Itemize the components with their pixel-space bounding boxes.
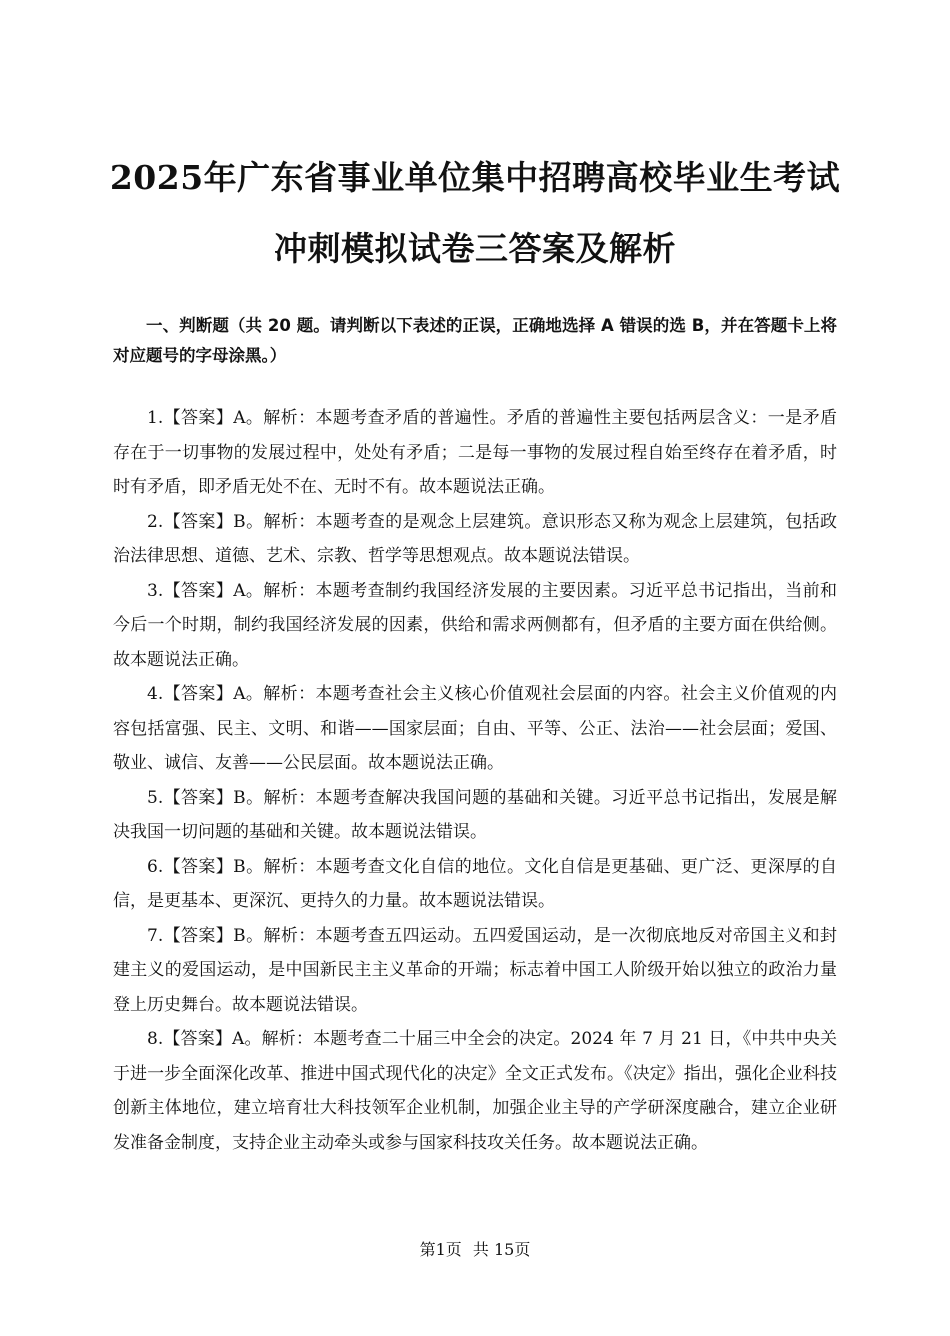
document-title-line-1: 2025年广东省事业单位集中招聘高校毕业生考试 <box>109 158 841 197</box>
answer-item-4: 4.【答案】A。解析：本题考查社会主义核心价值观社会层面的内容。社会主义价值观的内容包括富强、民主、文明、和谐——国家层面；自由、平等、公正、法治——社会层面；爱国、敬业、诚信、友善——公民层面。故本题说法正确。 <box>113 684 837 773</box>
answer-item-5: 5.【答案】B。解析：本题考查解决我国问题的基础和关键。习近平总书记指出，发展是解决我国一切问题的基础和关键。故本题说法错误。 <box>113 787 837 842</box>
page-footer <box>0 1238 950 1262</box>
answer-item-8: 8.【答案】A。解析：本题考查二十届三中全会的决定。2024 年 7 月 21 日，《中共中央关于进一步全面深化改革、推进中国式现代化的决定》全文正式发布。《决定》指出，强化企业科技创新主体地位，建立培育壮大科技领军企业机制，加强企业主导的产学研深度融合，建立企业研发准备金制度，支持企业主动牵头或参与国家科技攻关任务。故本题说法正确。 <box>113 1029 837 1153</box>
answer-item-3: 3.【答案】A。解析：本题考查制约我国经济发展的主要因素。习近平总书记指出，当前和今后一个时期，制约我国经济发展的因素，供给和需求两侧都有，但矛盾的主要方面在供给侧。故本题说法正确。 <box>113 580 837 670</box>
answer-item-2: 2.【答案】B。解析：本题考查的是观念上层建筑。意识形态又称为观念上层建筑，包括政治法律思想、道德、艺术、宗教、哲学等思想观点。故本题说法错误。 <box>113 511 837 566</box>
page-number: 第1页 <box>419 1240 462 1259</box>
answer-item-7: 7.【答案】B。解析：本题考查五四运动。五四爱国运动，是一次彻底地反对帝国主义和封建主义的爱国运动，是中国新民主主义革命的开端；标志着中国工人阶级开始以独立的政治力量登上历史舞台。故本题说法错误。 <box>113 925 837 1015</box>
section-header: 一、判断题（共 20 题。请判断以下表述的正误，正确地选择 A 错误的选 B，并在答题卡上将对应题号的字母涂黑。） <box>113 316 837 365</box>
answer-list <box>113 401 837 1160</box>
answer-item-6: 6.【答案】B。解析：本题考查文化自信的地位。文化自信是更基础、更广泛、更深厚的自信，是更基本、更深沉、更持久的力量。故本题说法错误。 <box>113 856 837 911</box>
answer-item-1: 1.【答案】A。解析：本题考查矛盾的普遍性。矛盾的普遍性主要包括两层含义：一是矛盾存在于一切事物的发展过程中，处处有矛盾；二是每一事物的发展过程自始至终存在着矛盾，时时有矛盾，即矛盾无处不在、无时不有。故本题说法正确。 <box>113 408 837 497</box>
document-title-line-2: 冲刺模拟试卷三答案及解析 <box>274 229 676 268</box>
page-total: 共 15页 <box>472 1240 531 1259</box>
